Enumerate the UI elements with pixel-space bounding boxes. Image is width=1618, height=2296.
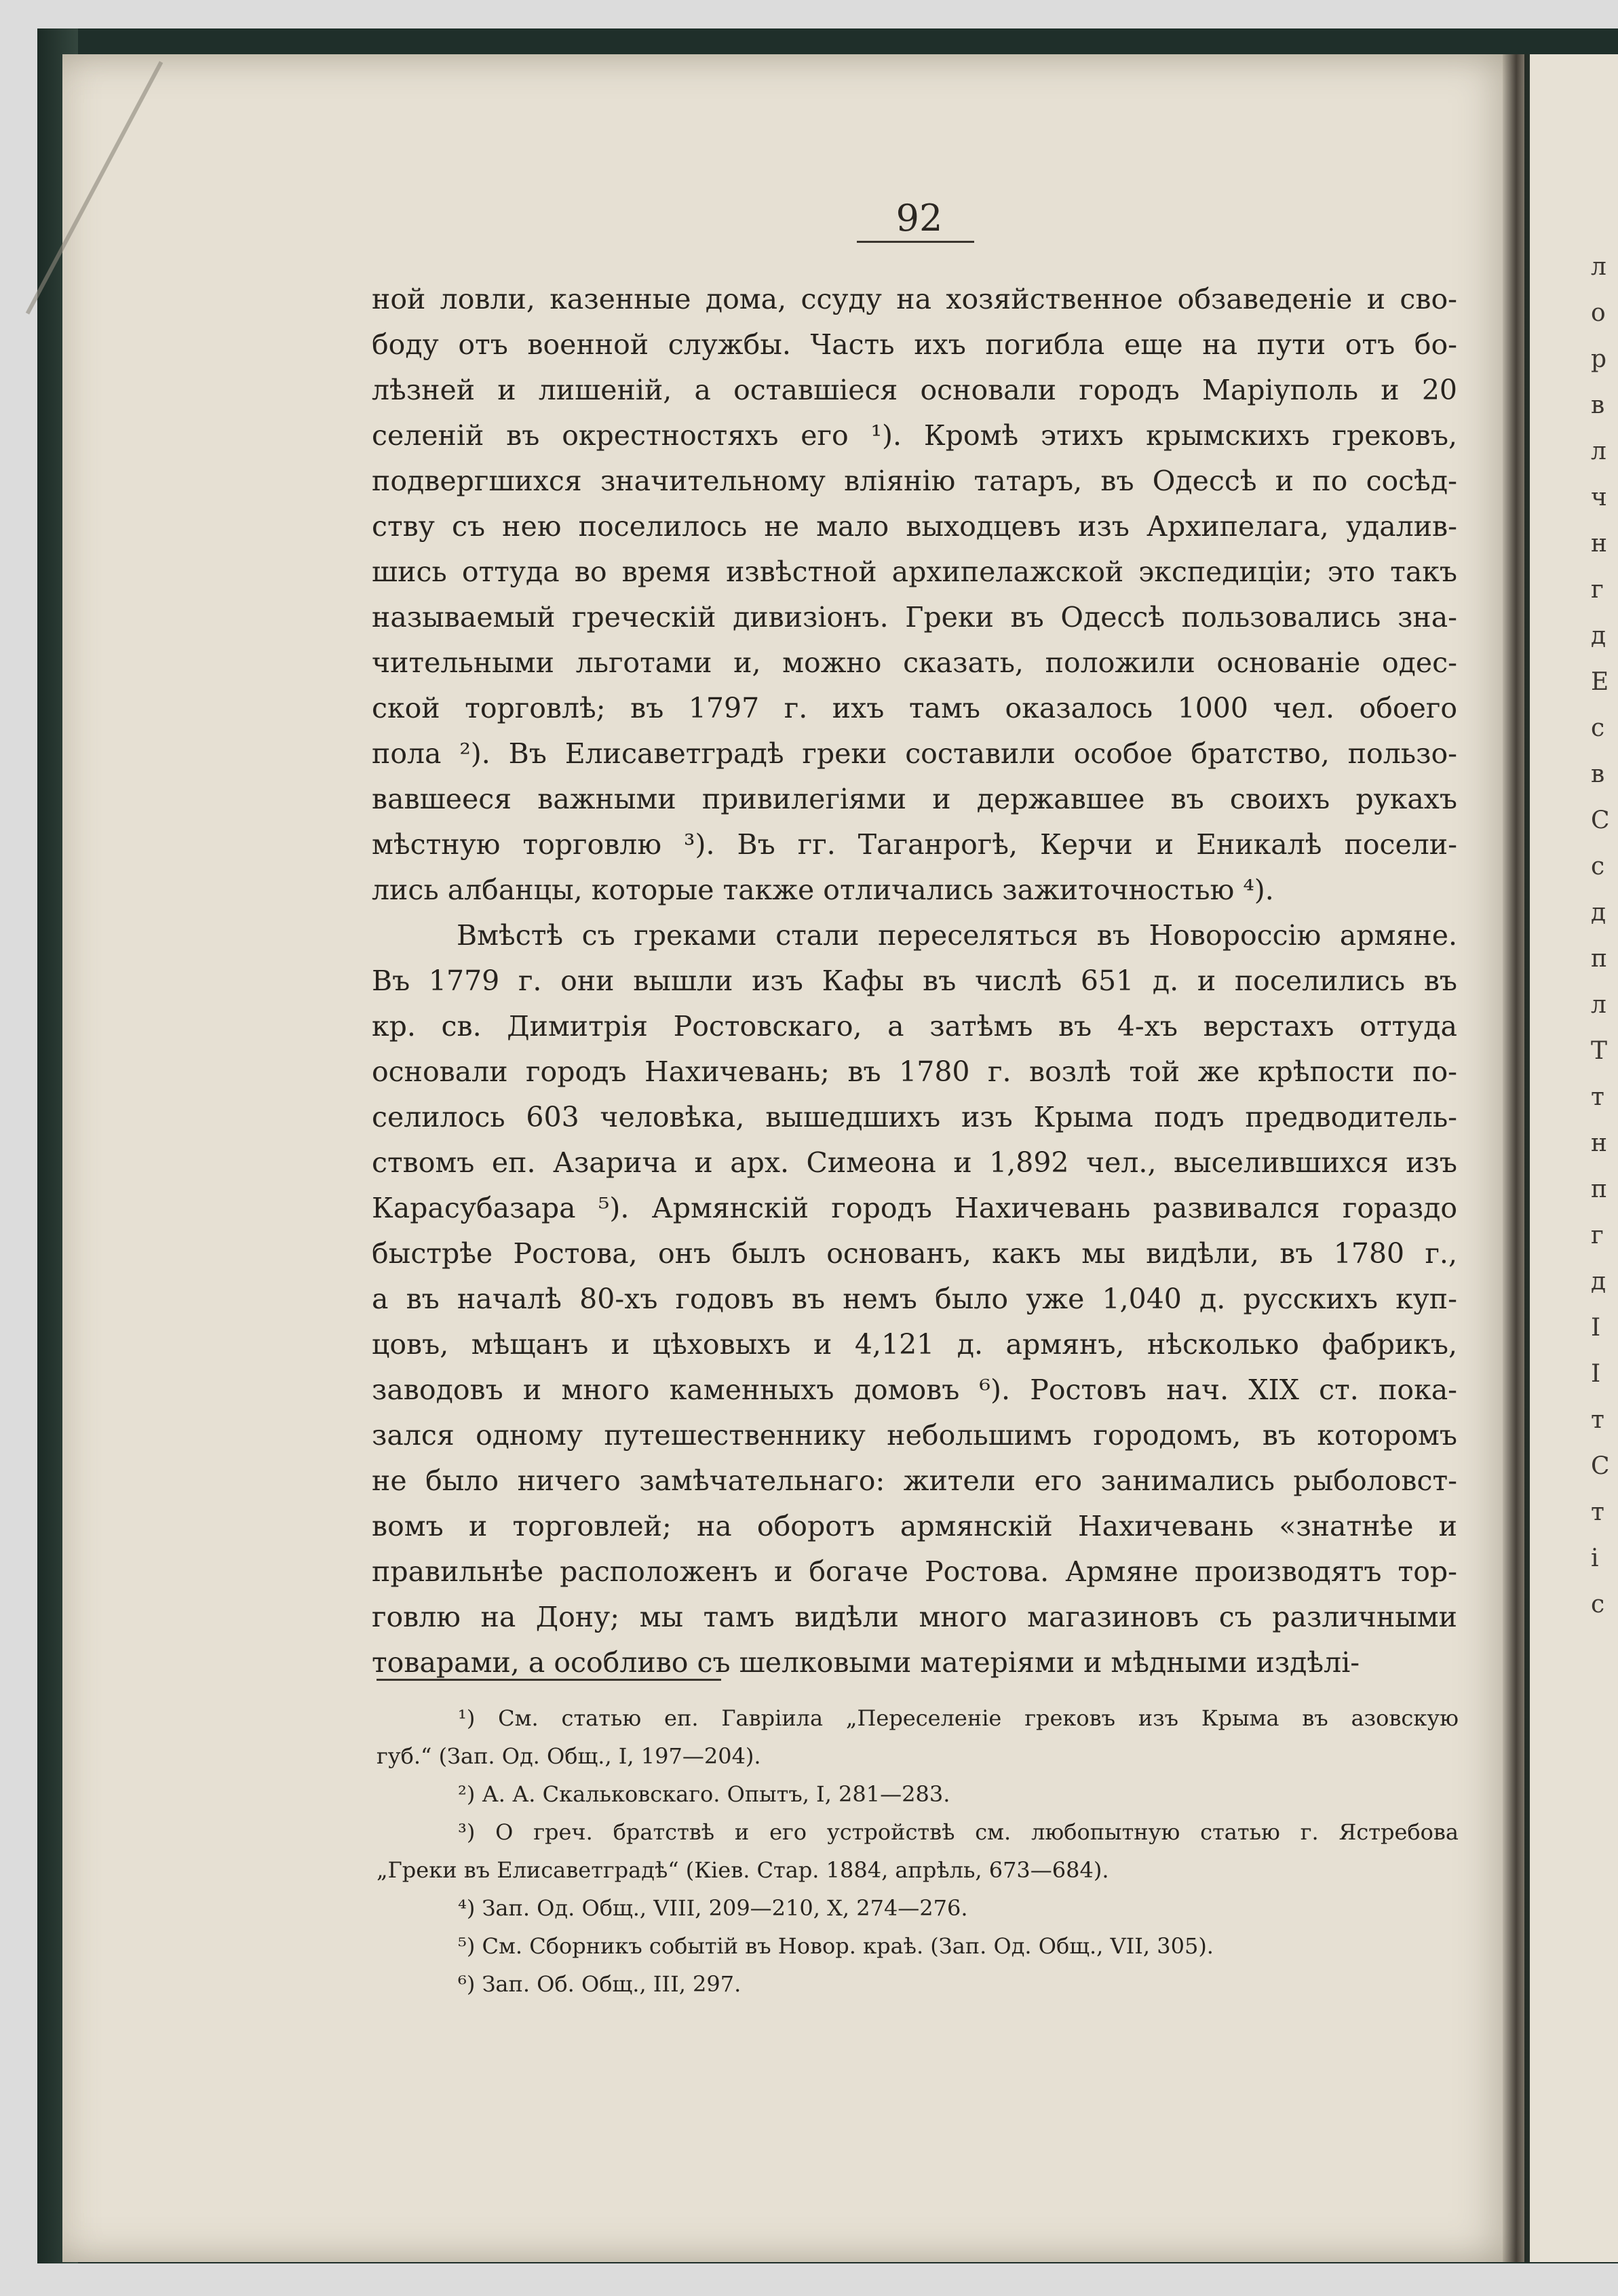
page-number: 92 xyxy=(895,197,943,239)
edge-letter: л xyxy=(1591,991,1606,1019)
edge-letter: Т xyxy=(1591,1037,1608,1065)
edge-letter: І xyxy=(1591,1360,1601,1388)
text-line: заводовъ и много каменныхъ домовъ ⁶). Ростовъ нач. XIX ст. пока- xyxy=(372,1374,1457,1406)
footnote-line: губ.“ (Зап. Од. Общ., I, 197—204). xyxy=(377,1743,761,1769)
edge-letter: Е xyxy=(1591,668,1609,696)
text-line: шись оттуда во время извѣстной архипелажской экспедиціи; это такъ xyxy=(372,556,1457,588)
footnote xyxy=(377,1813,1459,1889)
body-text xyxy=(372,277,1457,1686)
footnote-divider xyxy=(377,1679,721,1681)
footnote xyxy=(377,1889,1459,1927)
text-line: вомъ и торговлей; на оборотъ армянскій Нахичевань «знатнѣе и xyxy=(372,1510,1457,1542)
edge-letter: в xyxy=(1591,391,1605,419)
text-line: мѣстную торговлю ³). Въ гг. Таганрогѣ, Керчи и Еникалѣ посели- xyxy=(372,828,1457,861)
footnote xyxy=(377,1927,1459,1965)
text-line: называемый греческій дивизіонъ. Греки въ Одессѣ пользовались зна- xyxy=(372,601,1457,634)
edge-letter: л xyxy=(1591,437,1606,465)
edge-letter: р xyxy=(1591,345,1607,373)
text-line: быстрѣе Ростова, онъ былъ основанъ, какъ мы видѣли, въ 1780 г., xyxy=(372,1237,1457,1270)
edge-letter: д xyxy=(1591,1268,1606,1296)
edge-letter: т xyxy=(1591,1498,1604,1526)
edge-letter: п xyxy=(1591,1175,1607,1203)
footnote-line: ¹) См. статью еп. Гавріила „Переселеніе грековъ изъ Крыма въ азовскую xyxy=(458,1705,1459,1731)
text-line: кр. св. Димитрія Ростовскаго, а затѣмъ въ 4-хъ верстахъ оттуда xyxy=(372,1010,1457,1043)
footnote-line: ⁴) Зап. Од. Общ., VIII, 209—210, X, 274—276. xyxy=(458,1895,968,1921)
text-line: ской торговлѣ; въ 1797 г. ихъ тамъ оказалось 1000 чел. обоего xyxy=(372,692,1457,724)
text-line: говлю на Дону; мы тамъ видѣли много магазиновъ съ различными xyxy=(372,1601,1457,1633)
text-line: пола ²). Въ Елисаветградѣ греки составили особое братство, пользо- xyxy=(372,737,1457,770)
edge-letter: г xyxy=(1591,576,1604,604)
footnote xyxy=(377,1775,1459,1813)
edge-letter: ч xyxy=(1591,484,1607,511)
text-line: товарами, а особливо съ шелковыми матеріями и мѣдными издѣлі- xyxy=(372,1646,1360,1679)
text-line: боду отъ военной службы. Часть ихъ погибла еще на пути отъ бо- xyxy=(372,328,1457,361)
footnote-line: ⁵) См. Сборникъ событій въ Новор. краѣ. (Зап. Од. Общ., VII, 305). xyxy=(458,1933,1214,1959)
edge-letter: в xyxy=(1591,760,1605,788)
paragraph xyxy=(372,277,1457,913)
edge-letter: с xyxy=(1591,853,1605,880)
text-line: чительными льготами и, можно сказать, положили основаніе одес- xyxy=(372,646,1457,679)
edge-letter: п xyxy=(1591,945,1607,973)
text-line: а въ началѣ 80-хъ годовъ въ немъ было уже 1,040 д. русскихъ куп- xyxy=(372,1283,1457,1315)
text-line: правильнѣе расположенъ и богаче Ростова. Армяне производятъ тор- xyxy=(372,1555,1457,1588)
text-line: селилось 603 человѣка, вышедшихъ изъ Крыма подъ предводитель- xyxy=(372,1101,1457,1133)
text-line: ству съ нею поселилось не мало выходцевъ изъ Архипелага, удалив- xyxy=(372,510,1457,543)
edge-letter: с xyxy=(1591,714,1605,742)
edge-letter: н xyxy=(1591,1129,1607,1157)
text-line: селеній въ окрестностяхъ его ¹). Кромѣ этихъ крымскихъ грековъ, xyxy=(372,419,1457,452)
text-line: основали городъ Нахичевань; въ 1780 г. возлѣ той же крѣпости по- xyxy=(372,1055,1457,1088)
footnote xyxy=(377,1699,1459,1775)
edge-letter: т xyxy=(1591,1406,1604,1434)
edge-letter: д xyxy=(1591,899,1606,927)
footnotes xyxy=(377,1699,1459,2003)
text-line: Вмѣстѣ съ греками стали переселяться въ Новороссію армяне. xyxy=(457,919,1457,952)
text-line: зался одному путешественнику небольшимъ городомъ, въ которомъ xyxy=(372,1419,1457,1452)
text-line: цовъ, мѣщанъ и цѣховыхъ и 4,121 д. армянъ, нѣсколько фабрикъ, xyxy=(372,1328,1457,1361)
book-gutter xyxy=(1503,54,1530,2262)
text-line: лѣзней и лишеній, а оставшіеся основали городъ Маріуполь и 20 xyxy=(372,374,1457,406)
edge-letter: д xyxy=(1591,622,1606,650)
text-line: ствомъ еп. Азарича и арх. Симеона и 1,892 чел., выселившихся изъ xyxy=(372,1146,1457,1179)
edge-letter: С xyxy=(1591,1452,1610,1480)
footnote-line: „Греки въ Елисаветградѣ“ (Кіев. Стар. 1884, апрѣль, 673—684). xyxy=(377,1857,1109,1883)
paragraph xyxy=(372,913,1457,1686)
text-line: подвергшихся значительному вліянію татаръ, въ Одессѣ и по сосѣд- xyxy=(372,465,1457,497)
footnote-line: ³) О греч. братствѣ и его устройствѣ см. любопытную статью г. Ястребова xyxy=(458,1819,1459,1845)
text-line: Въ 1779 г. они вышли изъ Кафы въ числѣ 651 д. и поселились въ xyxy=(372,965,1457,997)
edge-letter: н xyxy=(1591,530,1607,558)
edge-letter: с xyxy=(1591,1591,1605,1618)
text-line: Карасубазара ⁵). Армянскій городъ Нахичевань развивался гораздо xyxy=(372,1192,1457,1224)
edge-letter: і xyxy=(1591,1544,1599,1572)
page-number-rule xyxy=(857,241,974,243)
text-line: ной ловли, казенные дома, ссуду на хозяйственное обзаведеніе и сво- xyxy=(372,283,1457,315)
text-line: вавшееся важными привилегіями и державшее въ своихъ рукахъ xyxy=(372,783,1457,815)
text-line: лись албанцы, которые также отличались зажиточностью ⁴). xyxy=(372,874,1274,906)
footnote-line: ²) А. А. Скальковскаго. Опытъ, I, 281—283. xyxy=(458,1781,950,1807)
footnote-line: ⁶) Зап. Об. Общ., III, 297. xyxy=(458,1971,741,1997)
edge-letter: І xyxy=(1591,1314,1601,1342)
edge-letter: о xyxy=(1591,299,1606,327)
footnote xyxy=(377,1965,1459,2003)
edge-letter: л xyxy=(1591,253,1606,281)
text-line: не было ничего замѣчательнаго: жители его занимались рыболовст- xyxy=(372,1464,1457,1497)
edge-letter: г xyxy=(1591,1222,1604,1249)
edge-letter: т xyxy=(1591,1083,1604,1111)
facing-page-edge-text xyxy=(1591,244,1618,1628)
edge-letter: С xyxy=(1591,806,1610,834)
